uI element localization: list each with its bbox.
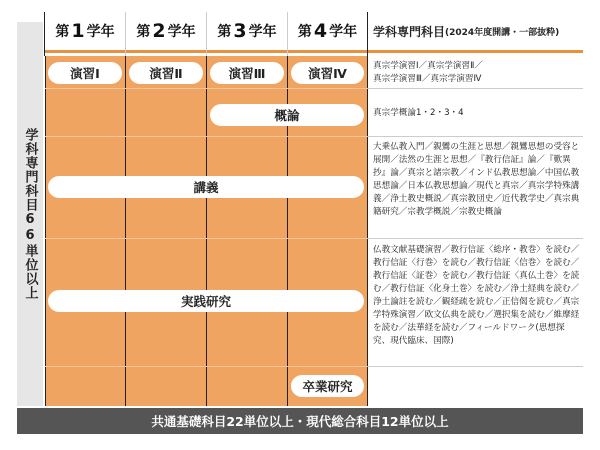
year-number: 4 <box>313 20 328 42</box>
row-divider <box>367 88 583 89</box>
pill-enshu-3: 演習Ⅲ <box>210 62 284 84</box>
row-divider <box>367 136 583 137</box>
header-year-4 <box>288 12 367 53</box>
year-number: 2 <box>152 20 166 42</box>
grid-line <box>125 56 126 406</box>
grid-line <box>287 12 288 56</box>
year-suffix: 学年 <box>86 24 115 40</box>
header-subjects <box>367 12 583 53</box>
subject-note: (2024年度開講・一部抜粋) <box>445 27 560 38</box>
row-divider <box>45 366 367 367</box>
pill-enshu-1: 演習Ⅰ <box>48 62 122 84</box>
pill-enshu-4: 演習Ⅳ <box>291 62 364 84</box>
grid-line <box>206 12 207 56</box>
row-divider <box>45 238 367 239</box>
grid-line <box>367 56 368 406</box>
subject-title: 学科専門科目 <box>373 24 446 39</box>
pill-kogi: 講義 <box>48 176 364 198</box>
grid-line <box>45 56 46 406</box>
desc-kogi: 大乗仏教入門／親鸞の生涯と思想／親鸞思想の受容と展開／法然の生涯と思想／『教行信証』論／『歎異抄』論／真宗と諸宗教／インド仏教思想論／中国仏教思想論／日本仏教思想論／現代と真宗／真宗学特殊講義／浄土教史概説／真宗教団史／近代教学史／真宗典籍研究／宗教学概説／宗教史概論 <box>373 142 580 217</box>
pill-sotsugyo: 卒業研究 <box>291 375 364 397</box>
desc-enshu: 真宗学演習Ⅰ／真宗学演習Ⅱ／ 真宗学演習Ⅲ／真宗学演習Ⅳ <box>373 61 483 84</box>
year-prefix: 第 <box>297 24 312 40</box>
side-label-text: 学科専門科目66単位以上 <box>22 128 38 300</box>
year-suffix: 学年 <box>329 24 358 40</box>
row-divider <box>45 88 367 89</box>
desc-gairon: 真宗学概論1・2・3・4 <box>373 108 464 118</box>
pill-gairon: 概論 <box>210 104 364 126</box>
year-number: 1 <box>71 20 85 42</box>
grid-line <box>125 12 126 56</box>
header-year-3 <box>207 12 287 53</box>
pill-jissen: 実践研究 <box>48 290 364 312</box>
header-year-2 <box>126 12 206 53</box>
pill-enshu-2: 演習Ⅱ <box>129 62 203 84</box>
row-divider <box>367 238 583 239</box>
year-prefix: 第 <box>136 24 151 40</box>
year-suffix: 学年 <box>248 24 277 40</box>
grid-line <box>367 12 368 56</box>
grid-line <box>206 56 207 406</box>
header-year-1 <box>45 12 125 53</box>
desc-jissen: 仏教文献基礎演習／教行信証〈総序・教巻〉を読む／教行信証〈行巻〉を読む／教行信証〈信巻〉を読む／教行信証〈証巻〉を読む／教行信証〈真仏土巻〉を読む／教行信証〈化身土巻〉を読む／浄土経典を読む／浄土論註を読む／観経疏を読む／正信偈を読む／真宗学特殊演習／欧文仏典を読む／選択集を読む／維摩経を読む／法華経を読む／フィールドワーク(思想探究、現代臨床、国際) <box>373 245 580 346</box>
year-prefix: 第 <box>217 24 232 40</box>
grid-line <box>44 12 45 56</box>
year-prefix: 第 <box>55 24 70 40</box>
side-label <box>17 22 43 406</box>
row-divider <box>367 366 583 367</box>
row-divider <box>45 136 367 137</box>
footer-requirements: 共通基礎科目22単位以上・現代総合科目12単位以上 <box>17 408 583 434</box>
year-number: 3 <box>233 20 247 42</box>
year-suffix: 学年 <box>167 24 196 40</box>
